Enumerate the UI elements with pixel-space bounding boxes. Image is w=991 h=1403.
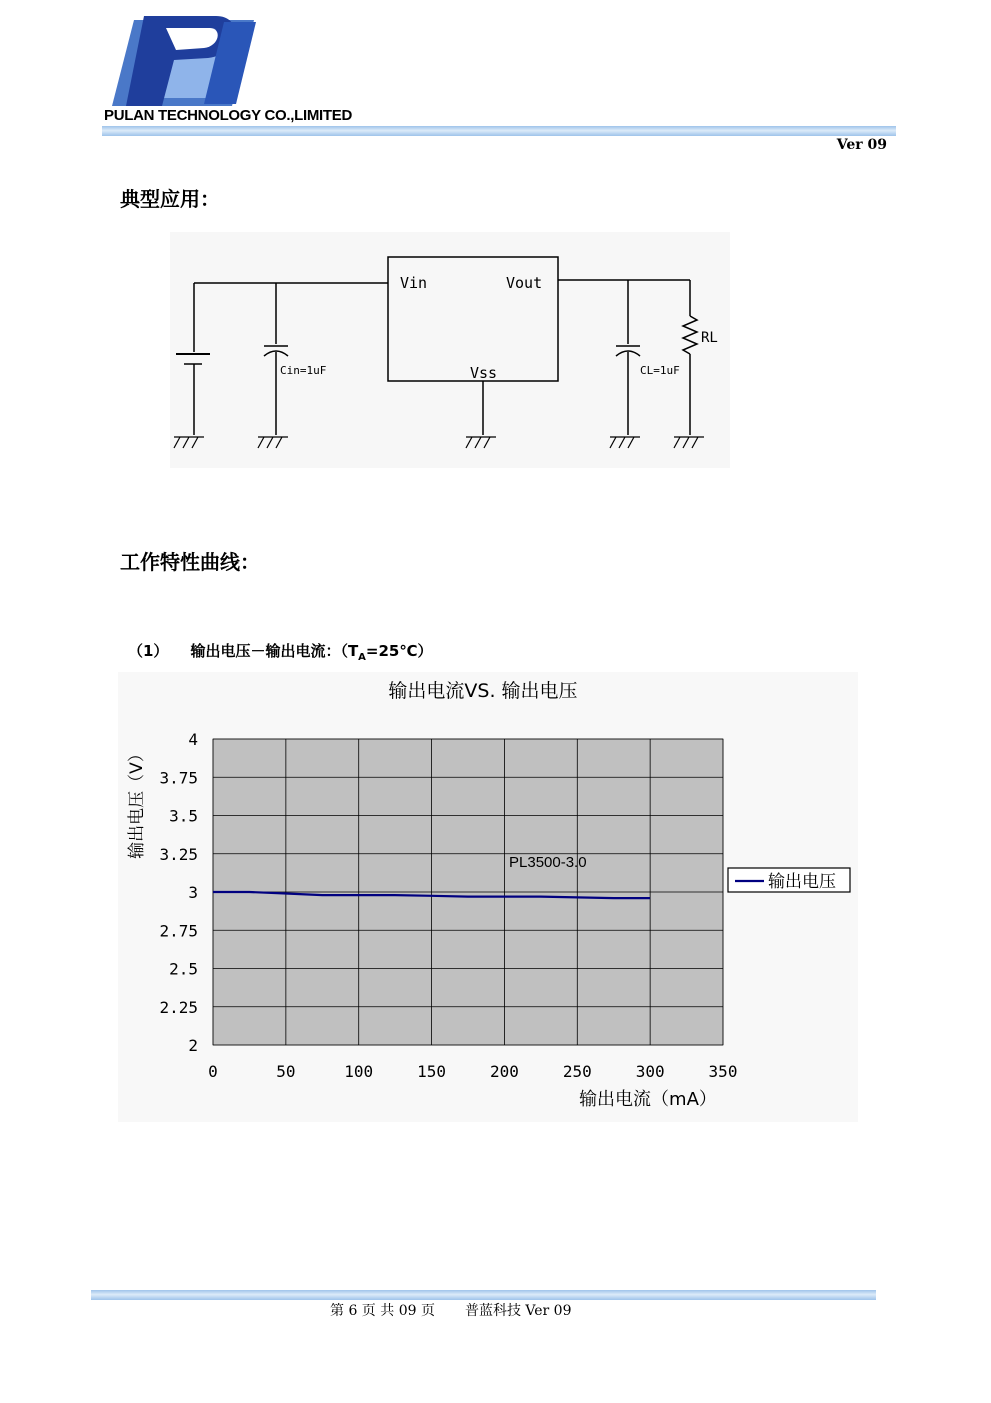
footer-company: 普蓝科技 Ver 09 [464, 1303, 572, 1319]
version-label: Ver 09 [836, 137, 887, 153]
ground-symbol [174, 437, 204, 448]
x-tick-label: 150 [417, 1062, 447, 1081]
cin-label: Cin=1uF [280, 364, 327, 377]
company-logo [104, 14, 264, 108]
x-tick-label: 100 [344, 1062, 374, 1081]
y-axis-label: 输出电压（V） [127, 745, 147, 859]
company-name: PULAN TECHNOLOGY CO.,LIMITED [104, 107, 352, 124]
cl-label: CL=1uF [640, 364, 680, 377]
footer-divider [91, 1290, 876, 1300]
page-footer [330, 1300, 602, 1320]
application-circuit-diagram [170, 232, 730, 468]
chart-title: 输出电流VS. 输出电压 [388, 680, 578, 702]
y-tick-label: 2.5 [169, 959, 198, 979]
y-tick-label: 2.25 [159, 997, 198, 1017]
header-divider [102, 126, 896, 136]
x-tick-label: 200 [489, 1062, 519, 1081]
curve-subheading [128, 640, 433, 663]
y-tick-label: 2.75 [159, 921, 198, 941]
x-tick-label: 50 [276, 1062, 296, 1081]
y-tick-label: 4 [188, 730, 198, 749]
voltage-current-chart [118, 672, 858, 1122]
application-heading: 典型应用： [120, 187, 220, 211]
y-tick-label: 3.75 [159, 768, 198, 788]
y-tick-label: 3.25 [159, 844, 198, 864]
vss-label: Vss [470, 364, 498, 382]
ground-symbol [258, 437, 288, 448]
x-tick-label: 0 [208, 1062, 218, 1081]
vout-label: Vout [506, 274, 543, 292]
y-tick-label: 2 [188, 1036, 198, 1055]
chart-annotation: PL3500-3.0 [509, 854, 587, 871]
legend [728, 868, 850, 892]
y-tick-label: 3 [188, 883, 198, 902]
legend-label: 输出电压 [768, 872, 836, 892]
x-tick-label: 300 [635, 1062, 665, 1081]
ground-symbol [466, 437, 496, 448]
curve-caption: 输出电压－输出电流：（T [190, 642, 359, 660]
ground-symbol [610, 437, 640, 448]
curve-caption-suffix: =25℃） [365, 642, 433, 660]
footer-page-number: 第 6 页 共 09 页 [330, 1303, 435, 1319]
x-tick-label: 250 [562, 1062, 592, 1081]
curve-caption-subscript: A [358, 652, 366, 663]
x-tick-label: 350 [708, 1062, 738, 1081]
ground-symbol [674, 437, 704, 448]
vin-label: Vin [400, 274, 428, 292]
curve-index: （1） [128, 642, 169, 660]
x-axis-label: 输出电流（mA） [579, 1089, 717, 1110]
y-tick-label: 3.5 [169, 806, 198, 826]
curves-heading: 工作特性曲线： [120, 550, 260, 574]
rl-label: RL [701, 330, 718, 346]
